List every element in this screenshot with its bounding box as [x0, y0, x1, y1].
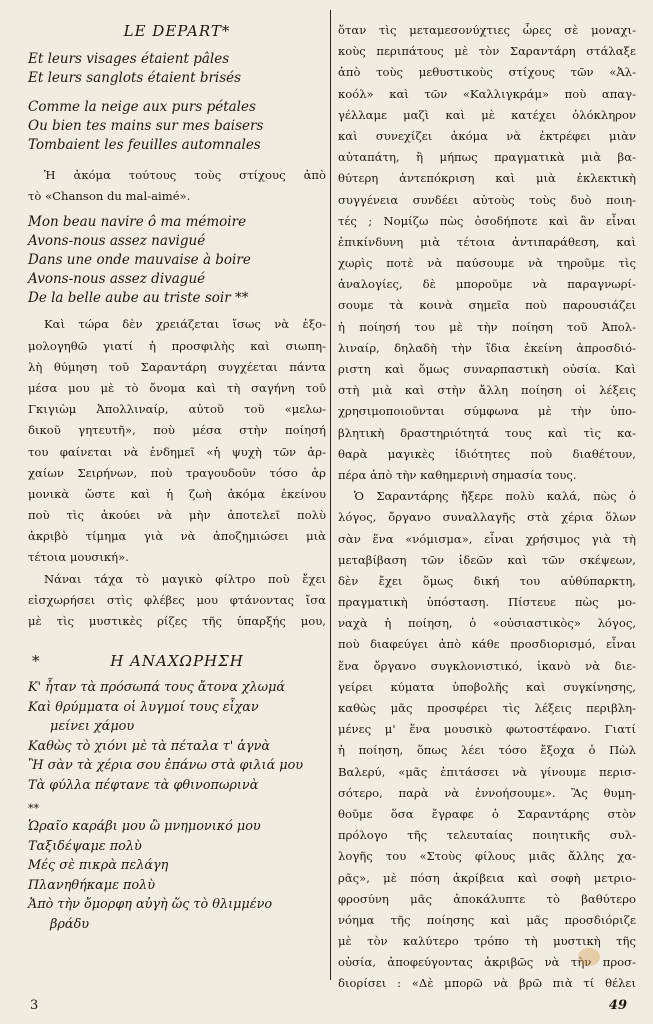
verse-line: Ἢ σὰν τὰ χέρια σου ἐπάνω στὰ φιλιά μου — [28, 758, 304, 774]
footnote-star: * — [32, 652, 40, 671]
french-verse-1 — [28, 50, 326, 88]
verse-line: Ταξιδέψαμε πολὺ — [28, 838, 142, 854]
prose-line: χαίων Σειρήνων, ποὺ τραγουδοῦν τόσο ἁρ — [28, 465, 326, 480]
prose-line: Βαλερύ, «μᾶς ἐπιτάσσει νὰ γίνουμε περισ- — [338, 764, 636, 779]
paragraph-2 — [28, 569, 326, 633]
french-verse-3 — [28, 213, 326, 308]
verse-line: Μές σὲ πικρὰ πελάγη — [28, 858, 169, 874]
verse-line: Et leurs visages étaient pâles — [28, 51, 230, 67]
greek-verse-1 — [28, 678, 326, 795]
prose-line: φροσύνη μᾶς ἀποκάλυπτε τὸ βαθύτερο — [338, 891, 636, 906]
verse-line: Καθὼς τὸ χιόνι μὲ τὰ πέταλα τ' ἁγνὰ — [28, 738, 271, 754]
prose-line: συγγένεια συνδέει αὐτοὺς τοὺς δυὸ ποιη- — [338, 192, 636, 207]
verse-line: Et leurs sanglots étaient brisés — [28, 70, 242, 86]
prose-line: Γκιγιὼμ Ἀπολλιναίρ, αὐτοῦ τοῦ «μελω- — [28, 402, 326, 417]
prose-line: ποὺ διαφεύγει ἀπὸ κάθε προσδιορισμό, εἶναι — [338, 637, 636, 652]
verse-line: Πλανηθήκαμε πολὺ — [28, 877, 156, 893]
prose-line: του φαίνεται νὰ ἐνδημεῖ «ἡ ψυχὴ τῶν ἀρ- — [28, 444, 326, 459]
right-column — [338, 20, 636, 995]
prose-line: σὰν ἕνα «νόμισμα», εἶναι χρήσιμος γιὰ τὴ — [338, 531, 636, 546]
prose-line: πέρα ἀπὸ τὴν καθημερινὴ σημασία τους. — [338, 467, 577, 482]
verse-line: Mon beau navire ô ma mémoire — [28, 214, 247, 231]
prose-line: ἡ ποίησή του μὲ τὴν ποίηση τοῦ Ἀπολ- — [338, 319, 636, 334]
prose-line: βλητικὴ δραστηριότητά τους καὶ τὶς κα- — [338, 425, 636, 440]
paper-stain — [578, 948, 600, 966]
prose-line: πρόλογο τῆς τελευταίας ποιητικῆς συλ- — [338, 828, 636, 843]
prose-line: σότερο, παρὰ νὰ ἐννοήσουμε». Ἂς θυμη- — [338, 785, 636, 800]
prose-line: ὅταν τὶς μεταμεσονύχτιες ὧρες σὲ μοναχι- — [338, 23, 636, 37]
prose-line: ἀκριβὸ τίμημα γιὰ νὰ ἀποζημιώσει μιὰ — [28, 529, 326, 544]
verse-line: Καὶ θρύμματα οἱ λυγμοί τους εἶχαν — [28, 699, 259, 715]
prose-line: μένες μ' ἕνα μουσικὸ φωτοστέφανο. Γιατί — [338, 722, 636, 737]
footnote-double-star: ** — [28, 802, 39, 816]
verse-line: Dans une onde mauvaise à boire — [28, 252, 251, 269]
prose-line: λιναίρ, δηλαδὴ τὴν ἴδια ἐκείνη ἀπροσδιό- — [338, 340, 636, 355]
prose-line: ἀπὸ τοὺς μεθυστικοὺς στίχους τῶν «Ἀλ- — [338, 65, 636, 80]
prose-line: δὲν ἔχει ὅμως δική του αὐθύπαρκτη, — [338, 573, 636, 588]
verse-line: Κ' ἦταν τὰ πρόσωπά τους ἄτονα χλωμά — [28, 680, 286, 696]
prose-line: νόημα τῆς ποίησης καὶ μᾶς προσδιόριζε — [338, 912, 636, 927]
prose-line: ριστη καὶ ὅμως συναρπαστικὴ οὐσία. Καὶ — [338, 362, 636, 376]
prose-line: μέσα μου μὲ τὸ ὄνομα καὶ τὴ σαγήνη τοῦ — [28, 380, 326, 395]
prose-line: ρᾶς», μὲ πόση ἀκρίβεια καὶ σοφὴ μετριο- — [338, 870, 636, 885]
essay-text — [338, 20, 636, 995]
prose-line: λογῆς του «Στοὺς φίλους μιᾶς ἄλλης χα- — [338, 849, 636, 864]
verse-line: Τὰ φύλλα πέφτανε τὰ φθινοπωρινὰ — [28, 777, 259, 793]
prose-line: θαρὰ μαγικὲς ἰδιότητες ποὺ διαθέτουν, — [338, 446, 636, 461]
prose-line: διορίσει : «Δὲ μπορῶ νὰ βρῶ πιὰ τί θέλει — [338, 976, 636, 991]
verse-line: De la belle aube au triste soir ** — [28, 290, 249, 307]
verse-line: Comme la neige aux purs pétales — [28, 99, 256, 115]
verse-line: Avons-nous assez navigué — [28, 233, 206, 250]
section-heading — [28, 650, 326, 672]
french-verse-2 — [28, 98, 326, 155]
prose-line: εἰσχωρήσει στὶς φλέβες μου φτάνοντας ἴσα — [28, 592, 326, 607]
prose-line: γείρει κύματα ὑποβολῆς καὶ συγκίνησης, — [338, 679, 636, 694]
prose-line: τέτοια μουσική». — [28, 550, 129, 565]
verse-line: Avons-nous assez divagué — [28, 271, 206, 288]
prose-line: αὐταπάτη, ἢ μήπως πραγματικὰ μιὰ βα- — [338, 150, 636, 165]
prose-line: χρησιμοποιοῦνται σύμφωνα μὲ τὴν ὑπο- — [338, 404, 636, 419]
prose-line: λόγος, ὄργανο συναλλαγῆς στὰ χέρια ὅλων — [338, 510, 636, 525]
page-number-right: 49 — [608, 998, 627, 1013]
prose-line: λὴ θύμηση τοῦ Σαραντάρη συγχέεται πάντα — [28, 359, 326, 374]
prose-line: μολογηθῶ γιατί ἡ προσφιλὴς καὶ σιωπη- — [28, 338, 326, 353]
prose-line: σουμε τὰ κοινὰ σημεῖα ποὺ παρουσιάζει — [338, 298, 636, 313]
column-divider — [330, 10, 331, 980]
intro-paragraph — [28, 165, 326, 207]
prose-line: πραγματικὴ ὑπόσταση. Πίστευε πὼς μο- — [338, 595, 636, 610]
prose-line: μεταβίβαση τῶν ἰδεῶν καὶ τῶν σκέψεων, — [338, 552, 636, 567]
prose-line: δικοῦ γητευτῆ», ποὺ μέσα στὴν ποίησή — [28, 423, 326, 438]
prose-line: τές ; Νομίζω πὼς ὁσοδήποτε καὶ ἂν εἶναι — [338, 213, 636, 228]
section-title: Η ΑΝΑΧΩΡΗΣΗ — [110, 652, 244, 671]
prose-line: ἐπικίνδυνη μιὰ τέτοια ἀντιπαράθεση, καὶ — [338, 234, 636, 249]
prose-line: χωρὶς ποτὲ νὰ παύσουμε νὰ τηροῦμε τὶς — [338, 256, 636, 271]
prose-line: Νάναι τάχα τὸ μαγικὸ φίλτρο ποὺ ἔχει — [44, 571, 326, 586]
prose-line: θύτερη ἀντεπόκριση καὶ μιὰ ἐκλεκτικὴ — [338, 171, 636, 186]
verse-line: Ou bien tes mains sur mes baisers — [28, 118, 264, 134]
prose-line: μὲ τὶς μυστικὲς ρίζες τῆς ὑπαρξής μου, — [28, 614, 326, 628]
prose-line: στὴ μιὰ καὶ στὴν ἄλλη ποίηση οἱ λέξεις — [338, 383, 636, 398]
verse-line: μείνει χάμου — [50, 719, 135, 735]
verse-line: Ὡραῖο καράβι μου ὢ μνημονικό μου — [28, 819, 261, 835]
prose-line: κοόλ» καὶ τῶν «Καλλιγκράμ» ποὺ απαγ- — [338, 86, 636, 101]
page-number-left: 3 — [30, 998, 39, 1013]
verse-line: βράδυ — [50, 916, 90, 932]
prose-line: κοὺς περιπάτους μὲ τὸν Σαραντάρη στάλαξε — [338, 44, 636, 59]
prose-line: γέλλαμε μαζὶ καὶ μὲ κατέχει ὁλόκληρον — [338, 107, 636, 122]
verse-line: Tombaient les feuilles automnales — [28, 137, 261, 153]
prose-line: καὶ συνεχίζει ἀκόμα νὰ ἐκτρέφει μιὰν — [338, 128, 636, 143]
prose-line: ἕνα ὄργανο συγκλονιστικό, ἱκανὸ νὰ διε- — [338, 658, 636, 673]
prose-line: μὲ τὸν καλύτερο τρόπο τὴ μυστικὴ τῆς — [338, 934, 636, 949]
prose-line: ναχὰ ἡ ποίηση, ὁ «οὐσιαστικὸς» λόγος, — [338, 616, 636, 631]
prose-line: θοῦμε ὅσα ἔγραφε ὁ Σαραντάρης στὸν — [338, 806, 636, 821]
prose-line: Ἡ ἀκόμα τούτους τοὺς στίχους ἀπὸ — [44, 168, 326, 182]
verse-line: Ἀπὸ τὴν ὄμορφη αὐγὴ ὥς τὸ θλιμμένο — [28, 897, 273, 913]
left-column — [28, 20, 326, 934]
prose-line: τὸ «Chanson du mal-aimé». — [28, 189, 191, 204]
greek-verse-2 — [28, 817, 326, 934]
prose-line: οὐσία, ἀποφεύγοντας ἀκριβῶς νὰ τὴν προσ- — [338, 955, 636, 970]
prose-line: Καὶ τώρα δὲν χρειάζεται ἴσως νὰ ἐξο- — [44, 317, 326, 332]
paragraph-1 — [28, 314, 326, 568]
prose-line: μονικὰ ὥστε καὶ ἡ ζωὴ ἀκόμα ἐκείνου — [28, 486, 326, 501]
prose-line: ποὺ τὶς ἀκούει νὰ μὴν ἀποτελεῖ πολὺ — [28, 508, 326, 523]
poem-title: LE DEPART* — [123, 22, 231, 40]
prose-line: ἡ ποίηση, ὅπως λέει τόσο ἔξοχα ὁ Πὼλ — [338, 743, 636, 758]
prose-line: καθὼς μᾶς προσφέρει τὶς λέξεις περιβλη- — [338, 701, 636, 715]
prose-line: ἀναλογίες, δὲ μποροῦμε νὰ παραγνωρί- — [338, 277, 636, 292]
prose-line: Ὁ Σαραντάρης ἤξερε πολὺ καλά, πὼς ὁ — [354, 489, 636, 504]
